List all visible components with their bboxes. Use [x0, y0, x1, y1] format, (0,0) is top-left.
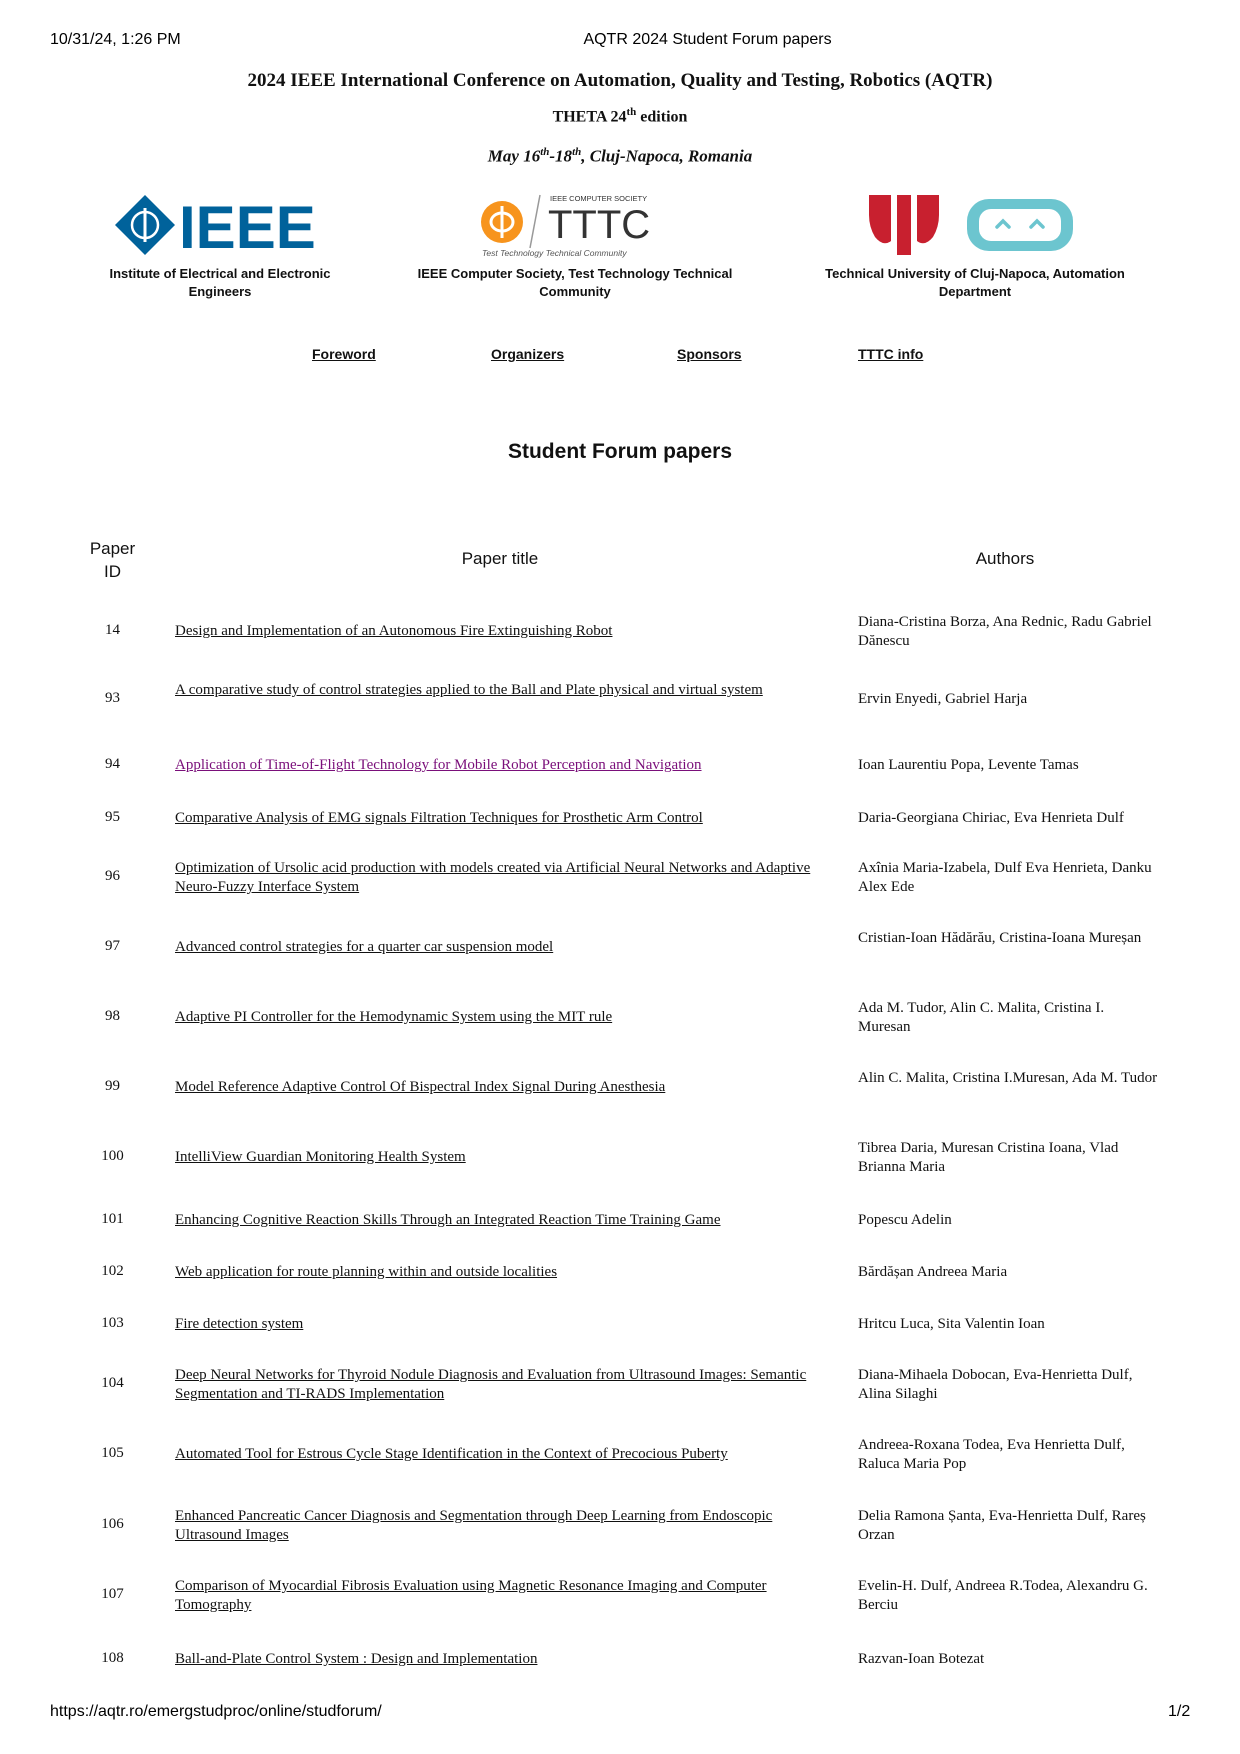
paper-authors: Daria-Georgiana Chiriac, Eva Henrieta Dulf	[858, 810, 1124, 826]
paper-id: 98	[105, 1008, 120, 1024]
paper-title-link[interactable]: Application of Time-of-Flight Technology for Mobile Robot Perception and Navigation	[175, 757, 702, 773]
paper-title-cell	[175, 756, 825, 775]
paper-authors: Bărdășan Andreea Maria	[858, 1264, 1008, 1280]
paper-authors: Ervin Enyedi, Gabriel Harja	[858, 691, 1028, 707]
paper-id: 101	[101, 1211, 124, 1227]
nav-sponsors-link[interactable]: Sponsors	[677, 346, 742, 362]
paper-title-link[interactable]: Enhancing Cognitive Reaction Skills Through an Integrated Reaction Time Training Game	[175, 1212, 721, 1228]
paper-title-cell	[175, 809, 825, 828]
paper-authors: Alin C. Malita, Cristina I.Muresan, Ada M. Tudor	[858, 1070, 1158, 1086]
paper-title-link[interactable]: Model Reference Adaptive Control Of Bispectral Index Signal During Anesthesia	[175, 1079, 666, 1095]
paper-title-link[interactable]: Enhanced Pancreatic Cancer Diagnosis and Segmentation through Deep Learning from Endoscopic Ultrasound Images	[175, 1508, 773, 1543]
tttc-tagline: Test Technology Technical Community	[482, 248, 627, 258]
paper-title-link[interactable]: Comparative Analysis of EMG signals Filtration Techniques for Prosthetic Arm Control	[175, 810, 703, 826]
paper-id: 103	[101, 1315, 124, 1331]
paper-id: 96	[105, 868, 120, 884]
paper-title-link[interactable]: A comparative study of control strategies applied to the Ball and Plate physical and virtual system	[175, 682, 763, 698]
header-paper-title: Paper title	[461, 549, 539, 568]
paper-authors: Diana-Cristina Borza, Ana Rednic, Radu Gabriel Dănescu	[858, 614, 1152, 649]
ieee-diamond-icon	[113, 190, 328, 260]
nav-tttc-info-link[interactable]: TTTC info	[858, 346, 924, 362]
tuc-caption: Technical University of Cluj-Napoca, Automation Department	[825, 266, 1125, 299]
paper-title-link[interactable]: Design and Implementation of an Autonomous Fire Extinguishing Robot	[175, 623, 613, 639]
paper-authors: Evelin-H. Dulf, Andreea R.Todea, Alexandru G. Berciu	[858, 1578, 1148, 1613]
paper-authors: Delia Ramona Șanta, Eva-Henrietta Dulf, Rareș Orzan	[858, 1508, 1146, 1543]
nav-organizers-link[interactable]: Organizers	[491, 346, 565, 362]
paper-title-cell	[175, 1148, 825, 1167]
tttc-phi-icon	[480, 190, 670, 260]
paper-authors: Razvan-Ioan Botezat	[858, 1651, 985, 1667]
print-url: https://aqtr.ro/emergstudproc/online/studforum/	[50, 1703, 382, 1720]
tttc-logo	[410, 185, 740, 301]
paper-id: 104	[101, 1375, 124, 1391]
paper-authors: Andreea-Roxana Todea, Eva Henrietta Dulf, Raluca Maria Pop	[858, 1437, 1125, 1472]
paper-id: 14	[105, 622, 120, 638]
tuc-emblem-icon	[865, 189, 1085, 261]
tttc-caption: IEEE Computer Society, Test Technology Technical Community	[417, 266, 733, 299]
nav-foreword-link[interactable]: Foreword	[312, 346, 376, 362]
paper-id: 102	[101, 1263, 124, 1279]
paper-authors: Ioan Laurentiu Popa, Levente Tamas	[858, 757, 1079, 773]
paper-title-cell	[175, 1211, 825, 1230]
header-authors: Authors	[975, 549, 1035, 568]
print-datetime: 10/31/24, 1:26 PM	[50, 31, 181, 48]
paper-id: 105	[101, 1445, 124, 1461]
ieee-logo	[100, 185, 340, 301]
paper-title-cell	[175, 1078, 825, 1097]
tuc-logo	[815, 185, 1135, 301]
paper-title-cell	[175, 1507, 825, 1545]
paper-authors: Ada M. Tudor, Alin C. Malita, Cristina I. Muresan	[858, 1000, 1105, 1035]
paper-title-link[interactable]: Web application for route planning within and outside localities	[175, 1264, 558, 1280]
paper-id: 107	[101, 1586, 124, 1602]
section-title: Student Forum papers	[507, 440, 733, 463]
ieee-caption: Institute of Electrical and Electronic Engineers	[109, 266, 331, 299]
paper-id: 94	[105, 756, 120, 772]
paper-title-cell	[175, 1577, 825, 1615]
paper-title-link[interactable]: Deep Neural Networks for Thyroid Nodule Diagnosis and Evaluation from Ultrasound Images: Semantic Segmentation and TI-RADS Implementation	[175, 1367, 807, 1402]
paper-title-link[interactable]: Automated Tool for Estrous Cycle Stage Identification in the Context of Precocious Puberty	[175, 1446, 728, 1462]
paper-title-cell	[175, 938, 825, 957]
ieee-wordmark: IEEE	[178, 194, 316, 260]
paper-authors: Hritcu Luca, Sita Valentin Ioan	[858, 1316, 1045, 1332]
paper-id: 106	[101, 1516, 124, 1532]
paper-id: 95	[105, 809, 120, 825]
paper-title-link[interactable]: Comparison of Myocardial Fibrosis Evaluation using Magnetic Resonance Imaging and Computer Tomography	[175, 1578, 767, 1613]
paper-title-cell	[175, 1008, 825, 1027]
paper-title-cell	[175, 622, 825, 641]
paper-authors: Diana-Mihaela Dobocan, Eva-Henrietta Dulf, Alina Silaghi	[858, 1367, 1133, 1402]
paper-title-cell	[175, 1315, 825, 1334]
conference-edition: THETA 24th edition	[552, 106, 688, 126]
print-page-number: 1/2	[1168, 1703, 1191, 1720]
paper-title-link[interactable]: Advanced control strategies for a quarter car suspension model	[175, 939, 554, 955]
paper-authors: Cristian-Ioan Hădărău, Cristina-Ioana Mureșan	[858, 930, 1142, 946]
tttc-wordmark: TTTC	[548, 203, 651, 247]
paper-title-link[interactable]: Optimization of Ursolic acid production with models created via Artificial Neural Networks and Adaptive Neuro-Fuzzy Interface System	[175, 860, 811, 895]
paper-title-cell	[175, 1263, 825, 1282]
conference-title: 2024 IEEE International Conference on Automation, Quality and Testing, Robotics (AQTR)	[247, 70, 993, 91]
print-page-title: AQTR 2024 Student Forum papers	[583, 31, 832, 48]
paper-title-cell	[175, 1366, 825, 1404]
conference-dates: May 16th-18th, Cluj-Napoca, Romania	[487, 146, 753, 166]
paper-title-link[interactable]: Ball-and-Plate Control System : Design and Implementation	[175, 1651, 538, 1667]
paper-title-link[interactable]: Adaptive PI Controller for the Hemodynamic System using the MIT rule	[175, 1009, 613, 1025]
paper-id: 93	[105, 690, 120, 706]
header-paper-id: Paper ID	[89, 539, 136, 581]
paper-title-cell	[175, 1445, 825, 1464]
paper-title-cell	[175, 1650, 825, 1669]
paper-id: 100	[101, 1148, 124, 1164]
paper-id: 108	[101, 1650, 124, 1666]
paper-title-link[interactable]: Fire detection system	[175, 1316, 304, 1332]
paper-authors: Popescu Adelin	[858, 1212, 952, 1228]
paper-authors: Axînia Maria-Izabela, Dulf Eva Henrieta, Danku Alex Ede	[858, 860, 1152, 895]
tttc-society: IEEE COMPUTER SOCIETY	[550, 194, 648, 203]
paper-title-link[interactable]: IntelliView Guardian Monitoring Health System	[175, 1149, 466, 1165]
paper-title-cell	[175, 681, 825, 700]
paper-authors: Tibrea Daria, Muresan Cristina Ioana, Vlad Brianna Maria	[858, 1140, 1119, 1175]
paper-id: 99	[105, 1078, 120, 1094]
paper-title-cell	[175, 859, 825, 897]
paper-id: 97	[105, 938, 120, 954]
